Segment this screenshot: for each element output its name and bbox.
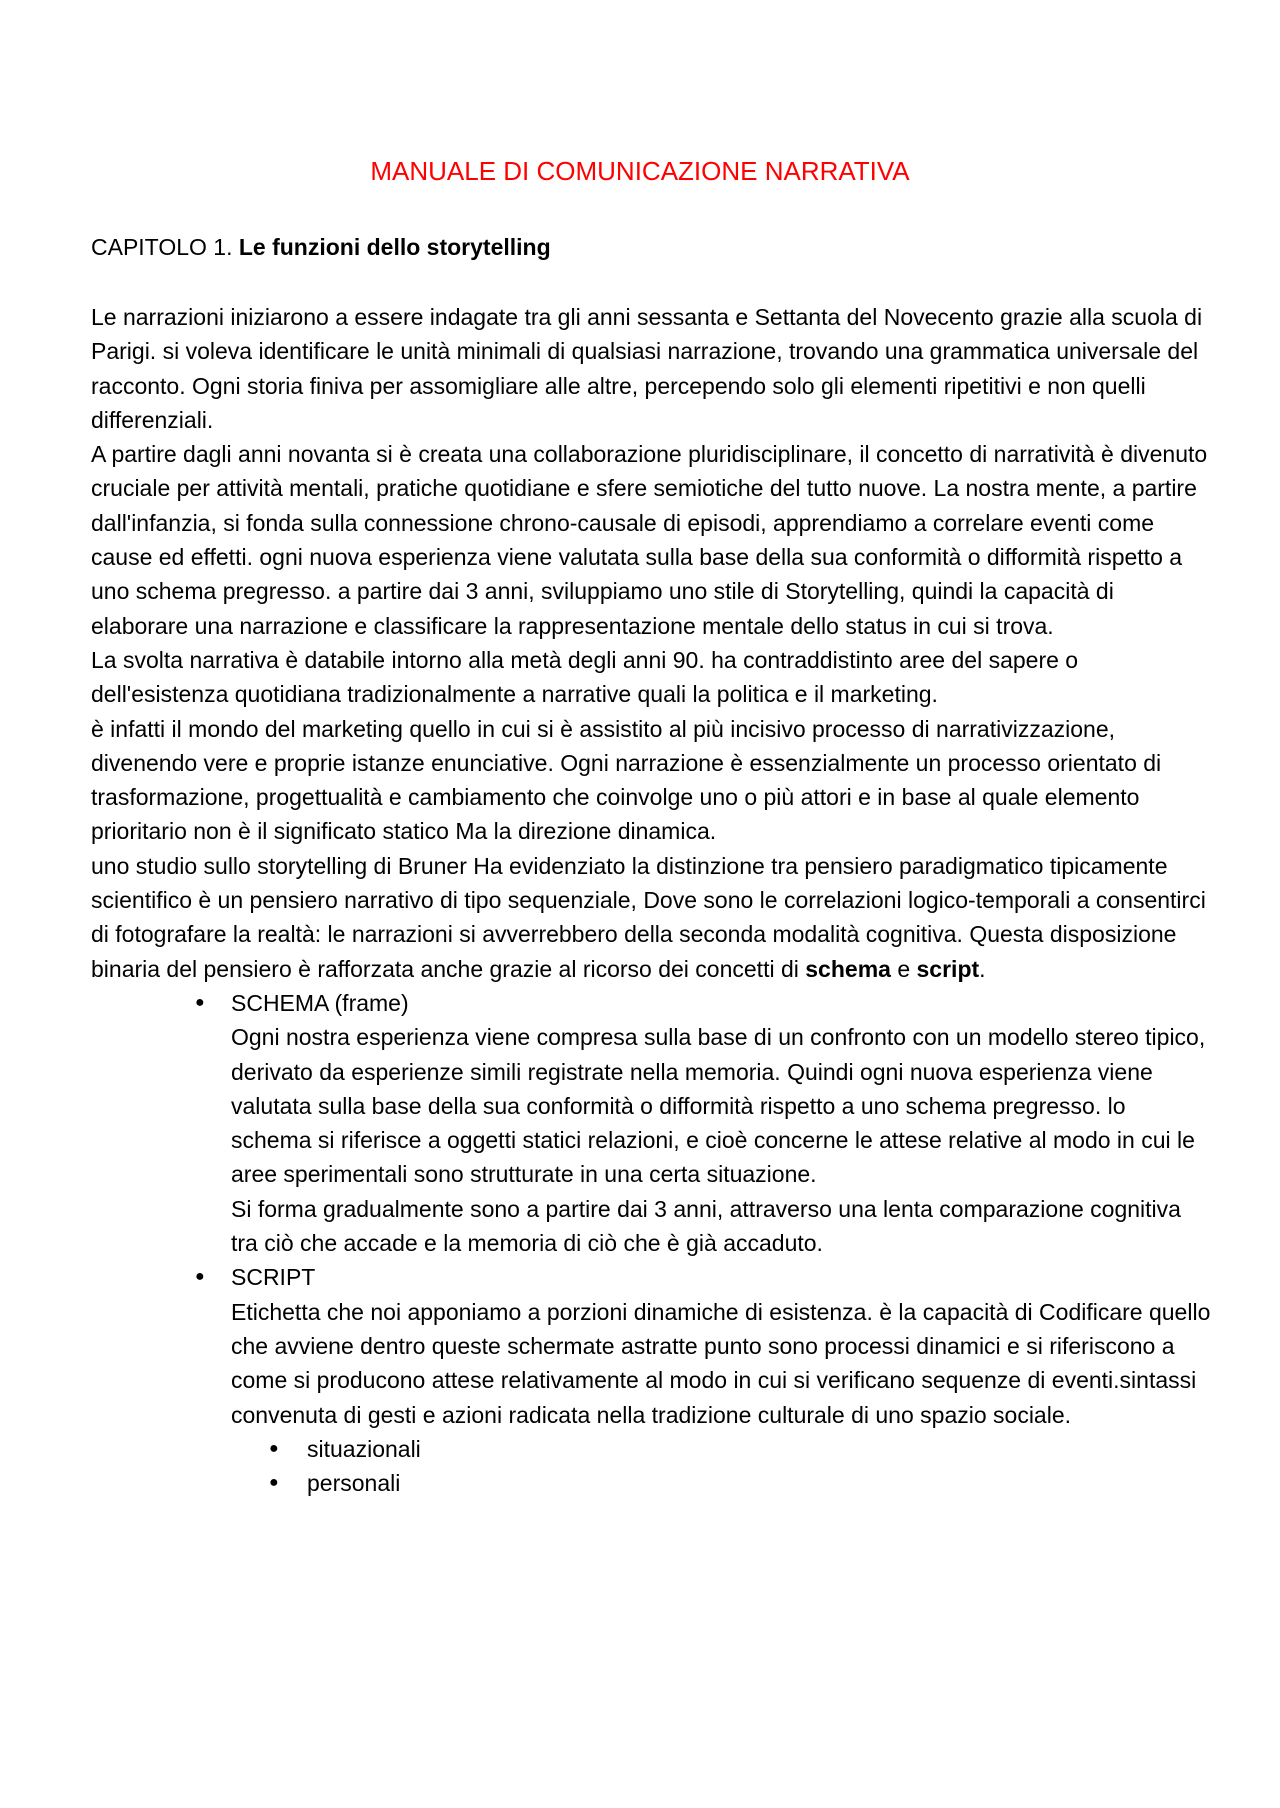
chapter-heading — [91, 232, 551, 262]
paragraph-svolta-narrativa: La svolta narrativa è databile intorno alla metà degli anni 90. ha contraddistinto aree del sapere o dell'esistenza quotidiana tradizionalmente a narrative quali la politica e il marketing. — [91, 646, 1079, 708]
list-item-description: Ogni nostra esperienza viene compresa sulla base di un confronto con un modello stereo tipico, derivato da esperienze simili registrate nella memoria. Quindi ogni nuova esperienza viene valutata sulla base della sua conformità o difformità rispetto a uno schema pregresso. lo schema si riferisce a oggetti statici relazioni, e cioè concerne le attese relative al modo in cui le aree sperimentali sono strutturate in una certa situazione. — [231, 1024, 1206, 1188]
chapter-title: Le funzioni dello storytelling — [238, 234, 551, 260]
list-item-label: SCRIPT — [231, 1264, 316, 1291]
paragraph-anni-novanta: A partire dagli anni novanta si è creata una collaborazione pluridisciplinare, il concetto di narratività è divenuto cruciale per attività mentali, pratiche quotidiane e sfere semiotiche del tutto nuove. La nostra mente, a partire dall'infanzia, si fonda sulla connessione chrono-causale di episodi, apprendiamo a correlare eventi come cause ed effetti. ogni nuova esperienza viene valutata sulla base della sua conformità o difformità rispetto a uno schema pregresso. a partire dai 3 anni, sviluppiamo uno stile di Storytelling, quindi la capacità di elaborare una narrazione e classificare la rappresentazione mentale dello status in cui si trova. — [91, 441, 1208, 639]
paragraph-end: . — [979, 955, 986, 982]
sublist-item-situazionali — [231, 1432, 1211, 1466]
document-body — [91, 300, 1211, 1500]
bullet-icon: ● — [269, 1439, 279, 1457]
paragraph-marketing: è infatti il mondo del marketing quello in cui si è assistito al più incisivo processo di narrativizzazione, divenendo vere e proprie istanze enunciative. Ogni narrazione è essenzialmente un processo orientato di trasformazione, progettualità e cambiamento che coinvolge uno o più attori e in base al quale elemento prioritario non è il significato statico Ma la direzione dinamica. — [91, 715, 1162, 845]
chapter-number: CAPITOLO 1. — [91, 234, 233, 260]
document-title: MANUALE DI COMUNICAZIONE NARRATIVA — [370, 156, 910, 186]
list-item-description: Etichetta che noi apponiamo a porzioni dinamiche di esistenza. è la capacità di Codificare quello che avviene dentro queste schermate astratte punto sono processi dinamici e si riferiscono a come si producono attese relativamente al modo in cui si verificano sequenze di eventi.sintassi convenuta di gesti e azioni radicata nella tradizione culturale di uno spazio sociale. — [231, 1298, 1211, 1428]
bruner-text: uno studio sullo storytelling di Bruner Ha evidenziato la distinzione tra pensiero paradigmatico tipicamente scientifico è un pensiero narrativo di tipo sequenziale, Dove sono le correlazioni logico-temporali a consentirci di fotografare la realtà: le narrazioni si avverrebbero della seconda modalità cognitiva. Questa disposizione binaria del pensiero è rafforzata anche grazie al ricorso dei concetti di — [91, 852, 1206, 982]
sublist-item-label: personali — [307, 1470, 401, 1497]
term-script: script — [916, 955, 980, 982]
script-sublist — [231, 1432, 1211, 1501]
bullet-icon: ● — [195, 1268, 205, 1286]
bullet-icon: ● — [195, 993, 205, 1011]
bullet-icon: ● — [269, 1474, 279, 1492]
list-item-description: Si forma gradualmente sono a partire dai 3 anni, attraverso una lenta comparazione cognitiva tra ciò che accade e la memoria di ciò che è già accaduto. — [231, 1195, 1181, 1257]
concept-list — [91, 986, 1211, 1500]
term-schema: schema — [805, 955, 891, 982]
paragraph-scuola-di-parigi: Le narrazioni iniziarono a essere indagate tra gli anni sessanta e Settanta del Novecento grazie alla scuola di Parigi. si voleva identificare le unità minimali di qualsiasi narrazione, trovando una grammatica universale del racconto. Ogni storia finiva per assomigliare alle altre, percependo solo gli elementi ripetitivi e non quelli differenziali. — [91, 304, 1203, 433]
sublist-item-label: situazionali — [307, 1435, 421, 1462]
list-item-label: SCHEMA (frame) — [231, 989, 409, 1016]
paragraph-bruner — [91, 849, 1211, 986]
list-item-schema — [91, 986, 1211, 1260]
term-connector: e — [897, 955, 911, 982]
list-item-script — [91, 1260, 1211, 1500]
sublist-item-personali — [231, 1466, 1211, 1500]
